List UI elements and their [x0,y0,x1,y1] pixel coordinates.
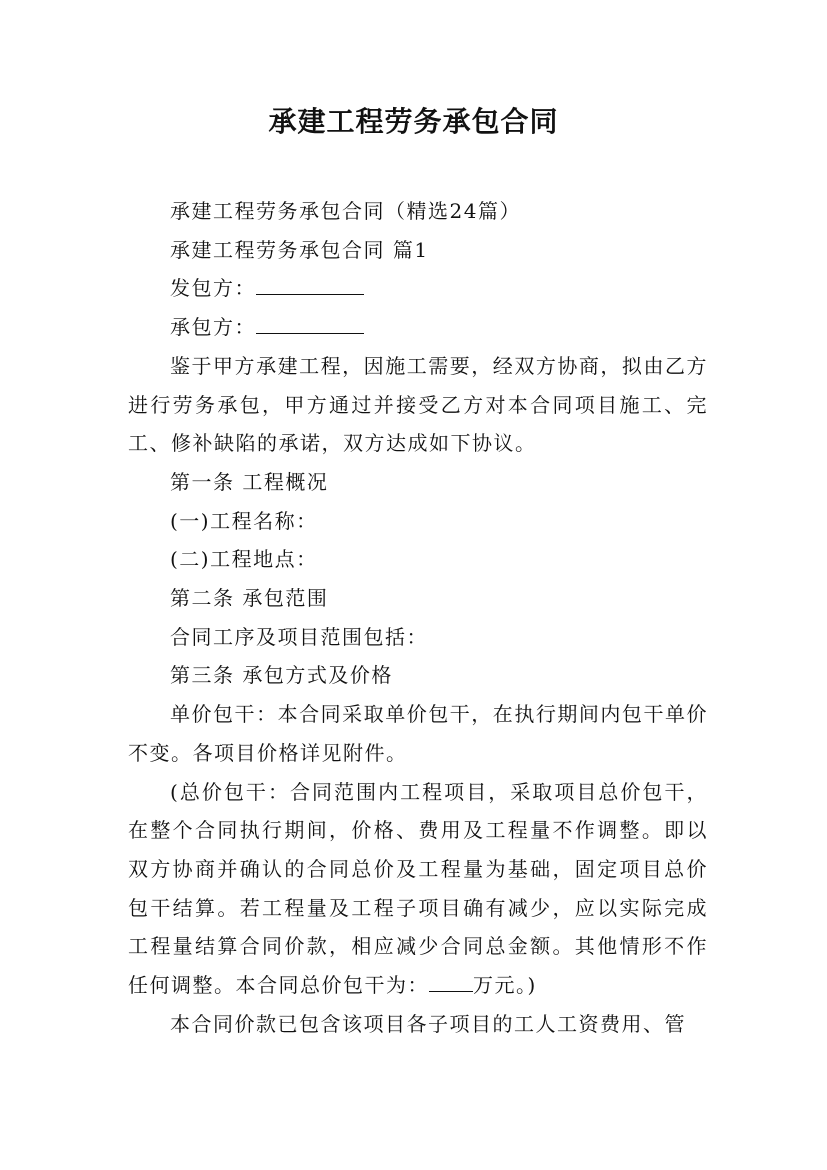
party-b-blank [256,311,364,334]
article3-heading: 第三条 承包方式及价格 [170,663,393,688]
party-a-label: 发包方： [170,276,256,301]
subtitle-line: 承建工程劳务承包合同（精选24篇） [170,199,521,223]
chapter-heading: 承建工程劳务承包合同 篇1 [170,237,429,262]
article2-text: 合同工序及项目范围包括： [170,624,428,649]
party-b-label: 承包方： [170,315,256,340]
party-b-line [128,308,708,347]
article1-item1: (一)工程名称： [170,508,318,533]
article3-total-price [128,773,708,1005]
document-title: 承建工程劳务承包合同 [268,105,559,138]
article3-contract-price: 本合同价款已包含该项目各子项目的工人工资费用、管 [170,1011,686,1036]
article2-heading: 第二条 承包范围 [170,586,329,611]
article1-heading: 第一条 工程概况 [170,469,329,494]
total-price-blank [429,969,473,992]
total-price-text: (总价包干：合同范围内工程项目，采取项目总价包干，在整个合同执行期间，价格、费用及工程量不作调整。即以双方协商并确认的合同总价及工程量为基础，固定项目总价包干结算。若工程量及工程子项目确有减少，应以实际完成工程量结算合同价款，相应减少合同总金额。其他情形不作任何调整。本合同总价包干为： [128,779,708,998]
preamble-paragraph: 鉴于甲方承建工程，因施工需要，经双方协商，拟由乙方进行劳务承包，甲方通过并接受乙方对本合同项目施工、完工、修补缺陷的承诺，双方达成如下协议。 [128,353,708,456]
article3-unit-price: 单价包干：本合同采取单价包干，在执行期间内包干单价不变。各项目价格详见附件。 [128,702,708,765]
article1-item2: (二)工程地点： [170,547,318,572]
party-a-line [128,269,708,308]
total-price-unit: 万元。) [473,973,537,998]
document-body [128,192,708,1043]
party-a-blank [256,272,364,295]
